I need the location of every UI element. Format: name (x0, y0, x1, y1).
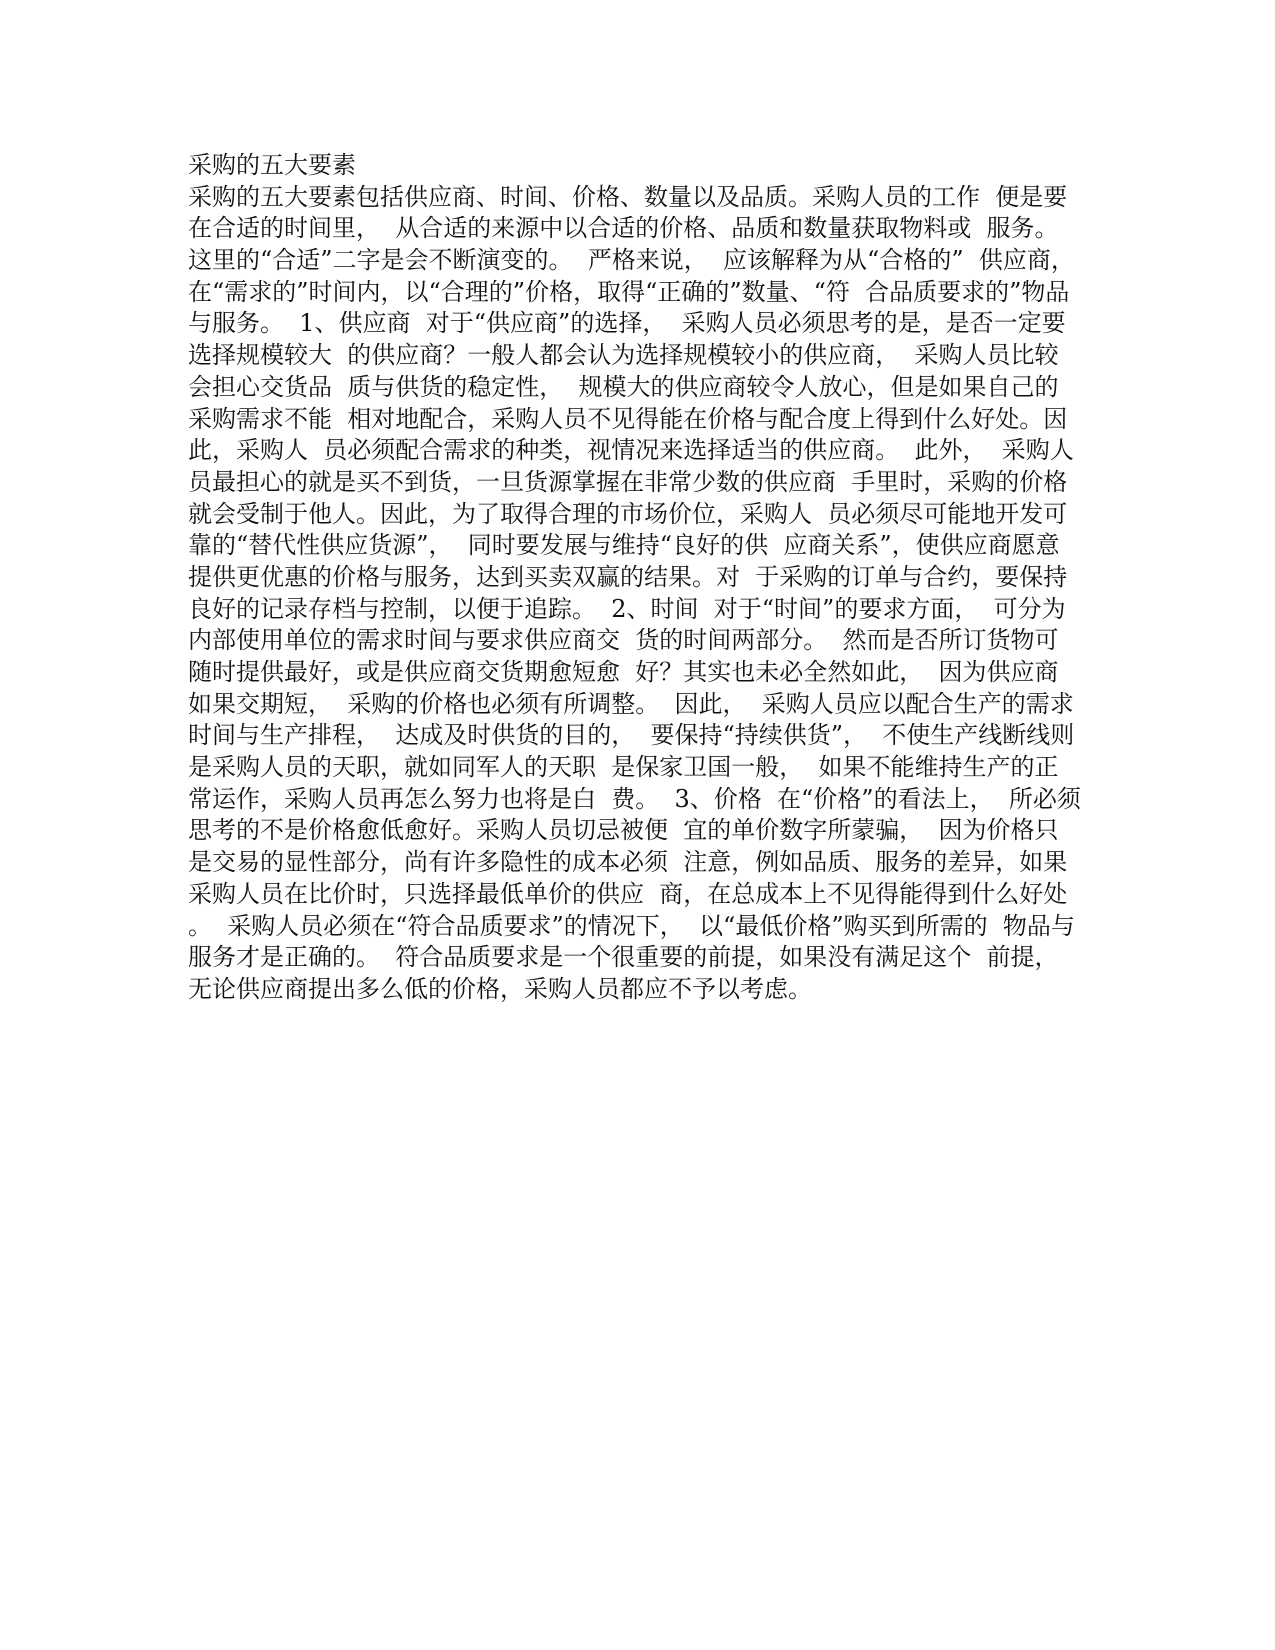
body-line: 在“需求的”时间内，以“合理的”价格，取得“正确的”数量、“符 合品质要求的”物品 (188, 277, 1070, 306)
body-line: 采购需求不能 相对地配合，采购人员不见得能在价格与配合度上得到什么好处。因 (188, 404, 1068, 433)
body-line: 服务才是正确的。 符合品质要求是一个很重要的前提，如果没有满足这个 前提， (188, 943, 1059, 972)
body-line: 提供更优惠的价格与服务，达到买卖双赢的结果。对 于采购的订单与合约，要保持 (188, 562, 1068, 591)
body-line: 与服务。 1、供应商 对于“供应商”的选择， 采购人员必须思考的是，是否一定要 (188, 309, 1066, 338)
body-line: 内部使用单位的需求时间与要求供应商交 货的时间两部分。 然而是否所订货物可 (188, 626, 1059, 655)
body-line: 如果交期短， 采购的价格也必须有所调整。 因此， 采购人员应以配合生产的需求 (188, 689, 1074, 718)
body-line: 是交易的显性部分，尚有许多隐性的成本必须 注意，例如品质、服务的差异，如果 (188, 848, 1068, 877)
body-line: 随时提供最好，或是供应商交货期愈短愈 好？其实也未必全然如此， 因为供应商 (188, 658, 1059, 686)
body-line: 时间与生产排程， 达成及时供货的目的， 要保持“持续供货”， 不使生产线断线则 (188, 721, 1075, 750)
body-line: 采购人员在比价时，只选择最低单价的供应 商，在总成本上不见得能得到什么好处 (188, 879, 1068, 908)
body-line: 在合适的时间里， 从合适的来源中以合适的价格、品质和数量获取物料或 服务。 (188, 214, 1059, 243)
document-title: 采购的五大要素 (188, 151, 356, 179)
body-line: 选择规模较大 的供应商？一般人都会认为选择规模较小的供应商， 采购人员比较 (188, 341, 1059, 370)
body-line: 无论供应商提出多么低的价格，采购人员都应不予以考虑。 (188, 974, 812, 1003)
body-line: 靠的“替代性供应货源”， 同时要发展与维持“良好的供 应商关系”，使供应商愿意 (188, 531, 1060, 560)
body-line: 思考的不是价格愈低愈好。采购人员切忌被便 宜的单价数字所蒙骗， 因为价格只 (188, 816, 1059, 845)
body-line: 员最担心的就是买不到货，一旦货源掌握在非常少数的供应商 手里时，采购的价格 (188, 467, 1068, 496)
body-line: 此，采购人 员必须配合需求的种类，视情况来选择适当的供应商。 此外， 采购人 (188, 436, 1074, 465)
body-line: 这里的“合适”二字是会不断演变的。 严格来说， 应该解释为从“合格的” 供应商， (188, 246, 1075, 275)
body-line: 常运作，采购人员再怎么努力也将是白 费。 3、价格 在“价格”的看法上， 所必须 (188, 784, 1081, 813)
body-line: 会担心交货品 质与供货的稳定性， 规模大的供应商较令人放心，但是如果自己的 (188, 372, 1059, 401)
document-body (188, 150, 1088, 1006)
body-line: 是采购人员的天职，就如同军人的天职 是保家卫国一般， 如果不能维持生产的正 (188, 753, 1059, 782)
body-line: 采购的五大要素包括供应商、时间、价格、数量以及品质。采购人员的工作 便是要 (188, 182, 1068, 211)
body-line: 良好的记录存档与控制，以便于追踪。 2、时间 对于“时间”的要求方面， 可分为 (188, 594, 1066, 623)
body-line: 。 采购人员必须在“符合品质要求”的情况下， 以“最低价格”购买到所需的 物品与 (188, 911, 1075, 940)
body-line: 就会受制于他人。因此，为了取得合理的市场价位，采购人 员必须尽可能地开发可 (188, 499, 1068, 528)
